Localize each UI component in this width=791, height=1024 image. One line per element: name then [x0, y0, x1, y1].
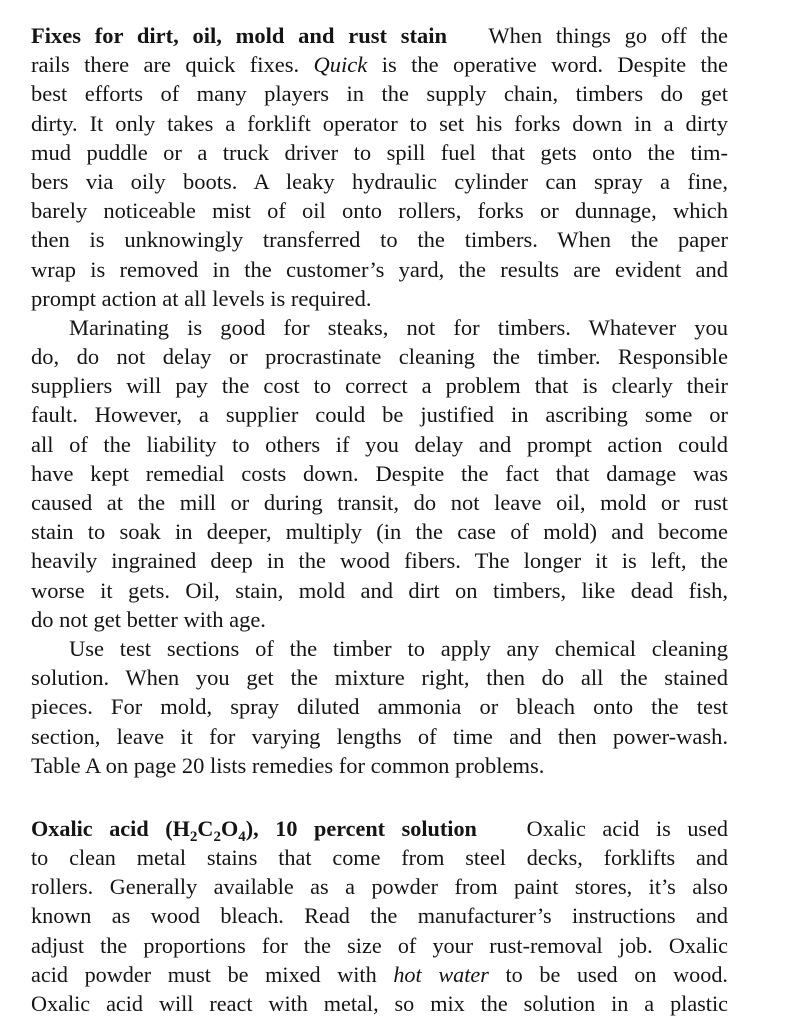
text-line: suppliers will pay the cost to correct a problem that is clearly their: [31, 373, 728, 399]
text-line: solution. When you get the mixture right, then do all the stained: [31, 665, 728, 691]
text-line: known as wood bleach. Read the manufacturer’s instructions and: [31, 903, 728, 929]
section-oxalic-acid: [31, 814, 728, 1018]
text-line: section, leave it for varying lengths of time and then power-wash.: [31, 723, 728, 749]
section-spacer: [31, 780, 728, 814]
text-line: Marinating is good for steaks, not for timbers. Whatever you: [69, 314, 728, 340]
text-line: Oxalic acid will react with metal, so mix the solution in a plastic: [31, 991, 728, 1016]
text-line: barely noticeable mist of oil onto rollers, forks or dunnage, which: [31, 198, 728, 224]
text-line: do not get better with age.: [31, 606, 266, 632]
text-line: adjust the proportions for the size of your rust-removal job. Oxalic: [31, 932, 728, 958]
text-line: prompt action at all levels is required.: [31, 285, 372, 311]
text-line: have kept remedial costs down. Despite the fact that damage was: [31, 460, 728, 486]
text-line: Use test sections of the timber to apply any chemical cleaning: [69, 635, 728, 661]
text-line: heavily ingrained deep in the wood fibers. The longer it is left, the: [31, 548, 728, 574]
text-line: rails there are quick fixes. Quick is the operative word. Despite the: [31, 52, 728, 78]
text-line: bers via oily boots. A leaky hydraulic cylinder can spray a fine,: [31, 168, 728, 194]
text-line: mud puddle or a truck driver to spill fuel that gets onto the tim-: [31, 139, 728, 165]
section-heading: Oxalic acid $(H_2C_2O_4)$, 10 percent solution: [31, 815, 477, 845]
text-line: rollers. Generally available as a powder from paint stores, it’s also: [31, 874, 728, 900]
text-line: acid powder must be mixed with hot water to be used on wood.: [31, 961, 728, 987]
text-line: worse it gets. Oil, stain, mold and dirt on timbers, like dead fish,: [31, 577, 728, 603]
text-line: Fixes for dirt, oil, mold and rust stain When things go off the: [31, 23, 729, 48]
emphasis: Quick: [313, 52, 368, 78]
text-line: to clean metal stains that come from steel decks, forklifts and: [31, 845, 728, 871]
text-line: best efforts of many players in the supply chain, timbers do get: [31, 81, 728, 107]
section-dirt-oil-mold-rust: [31, 21, 728, 780]
text-line: Table A on page 20 lists remedies for common problems.: [31, 752, 545, 778]
text-line: then is unknowingly transferred to the timbers. When the paper: [31, 227, 728, 253]
text-line: pieces. For mold, spray diluted ammonia or bleach onto the test: [31, 694, 728, 720]
emphasis: hot water: [393, 961, 489, 987]
text-line: stain to soak in deeper, multiply (in the case of mold) and become: [31, 519, 728, 545]
text-line: fault. However, a supplier could be justified in ascribing some or: [31, 402, 728, 428]
text-line: all of the liability to others if you delay and prompt action could: [31, 431, 728, 457]
text-line: dirty. It only takes a forklift operator to set his forks down in a dirty: [31, 110, 728, 136]
text-line: wrap is removed in the customer’s yard, the results are evident and: [31, 256, 728, 282]
section-heading: Fixes for dirt, oil, mold and rust stain: [31, 23, 448, 48]
text-line: Oxalic acid $(H_2C_2O_4)$, 10 percent solution Oxalic acid is used: [31, 815, 729, 845]
text-line: do, do not delay or procrastinate cleaning the timber. Responsible: [31, 344, 728, 370]
document-page: [31, 21, 728, 1018]
text-line: caused at the mill or during transit, do not leave oil, mold or rust: [31, 490, 728, 515]
